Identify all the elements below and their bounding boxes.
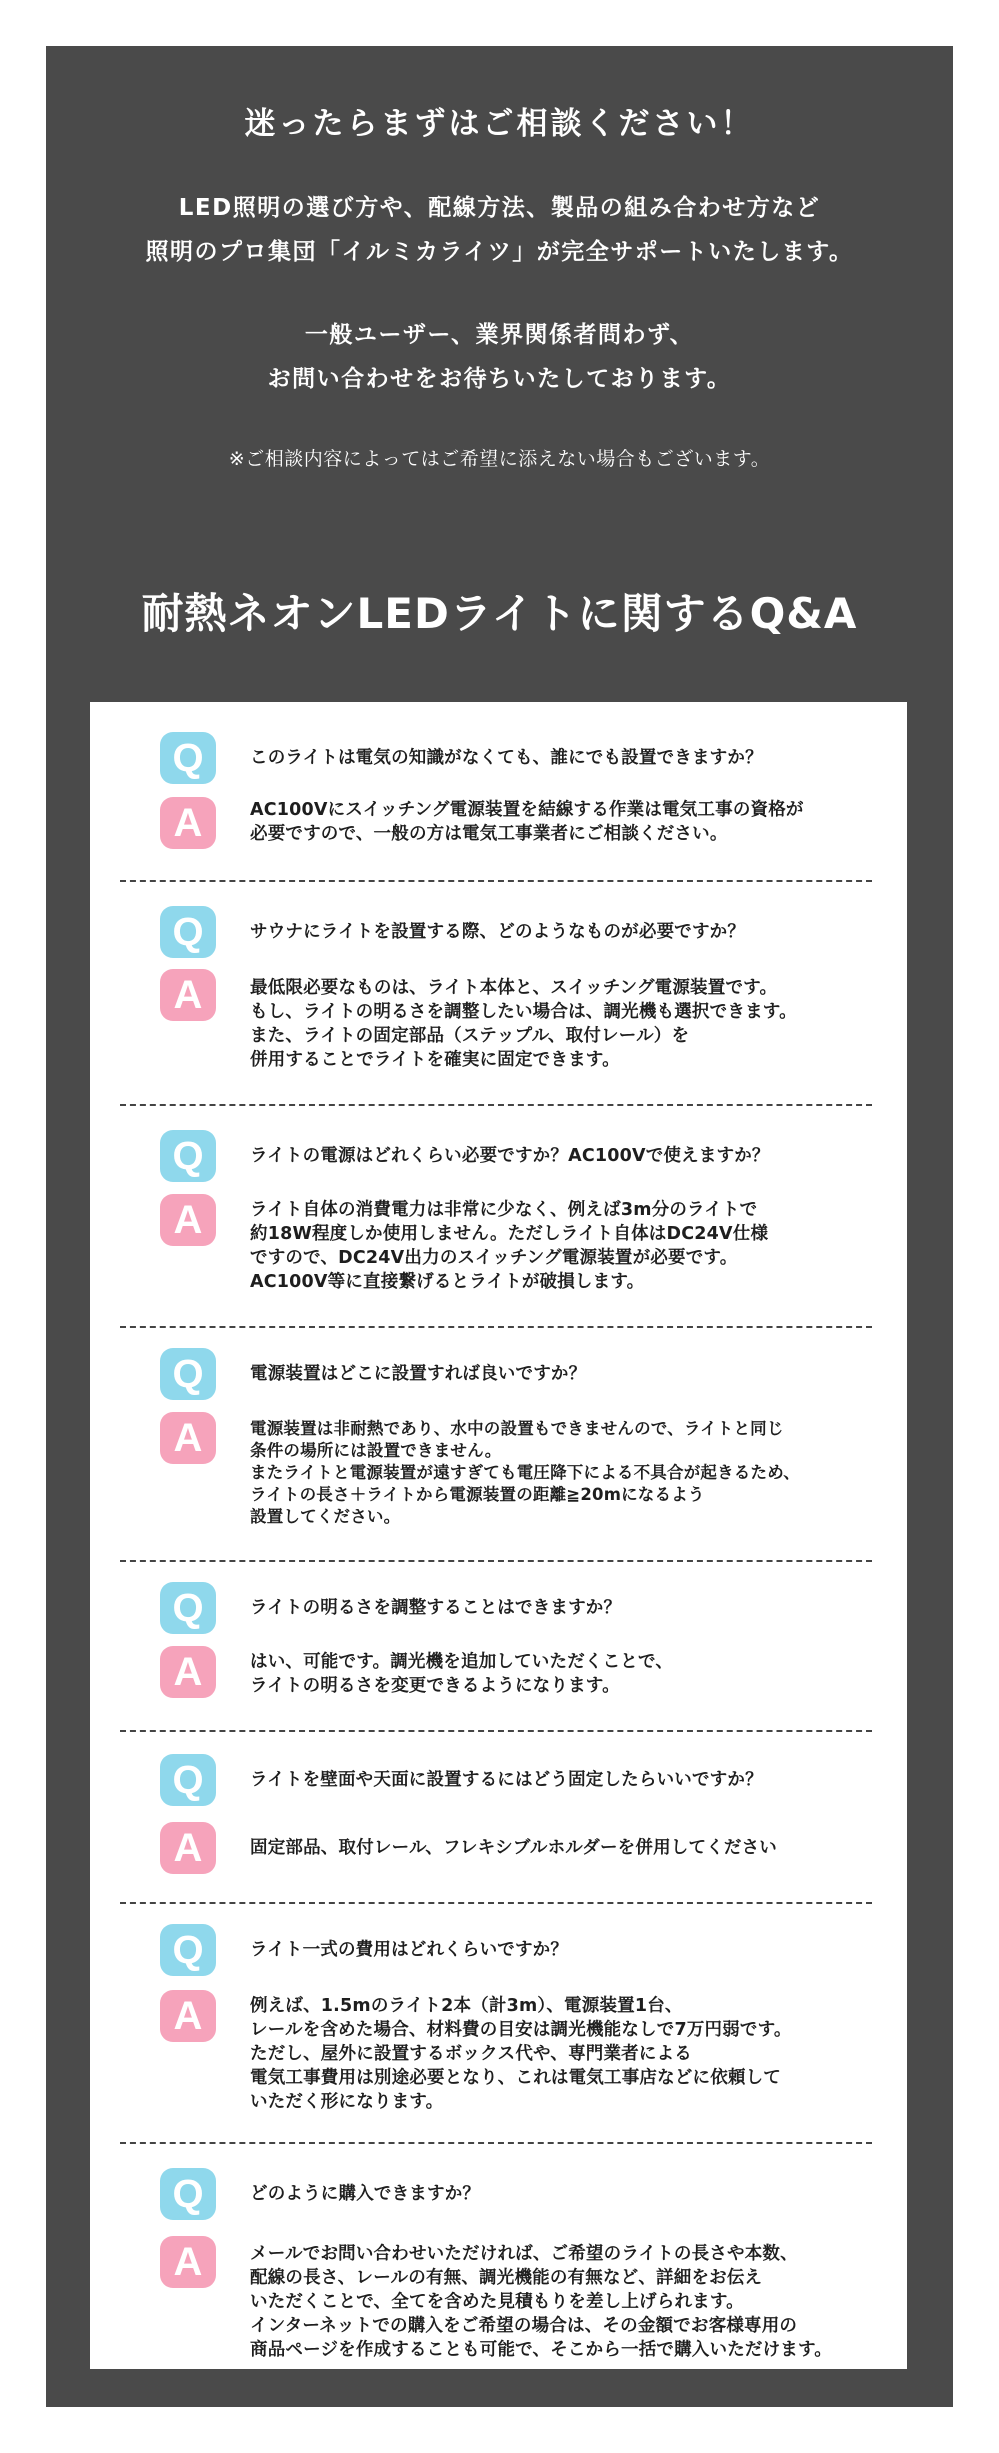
question-icon: Q <box>160 1348 216 1400</box>
intro-note: ※ご相談内容によってはご希望に添えない場合もございます。 <box>228 448 771 470</box>
qa-section-title: 耐熱ネオンLEDライトに関するQ&A <box>141 589 858 638</box>
qa-item <box>120 882 872 1106</box>
question-icon: Q <box>160 1754 216 1806</box>
qa-item <box>120 1904 872 2144</box>
answer-icon: A <box>160 1822 216 1874</box>
qa-item <box>120 1562 872 1732</box>
answer-text: AC100Vにスイッチング電源装置を結線する作業は電気工事の資格が 必要ですので、一般の方は電気工事業者にご相談ください。 <box>250 800 804 844</box>
question-icon: Q <box>160 2168 216 2220</box>
question-icon: Q <box>160 732 216 784</box>
qa-item <box>120 1106 872 1328</box>
answer-text: ライト自体の消費電力は非常に少なく、例えば3m分のライトで 約18W程度しか使用しません。ただしライト自体はDC24V仕様 ですので、DC24V出力のスイッチング電源装置が必要です。 AC100V等に直接繋げるとライトが破損します。 <box>250 1200 769 1292</box>
answer-text: はい、可能です。調光機を追加していただくことで、 ライトの明るさを変更できるようになります。 <box>250 1652 674 1696</box>
qa-item <box>120 1732 872 1904</box>
answer-text: 例えば、1.5mのライト2本（計3m）、電源装置1台、 レールを含めた場合、材料費の目安は調光機能なしで7万円弱です。 ただし、屋外に設置するボックス代や、専門業者による 電気工事費用は別途必要となり、これは電気工事店などに依頼して いただく形になります。 <box>250 1996 792 2112</box>
intro-paragraph-support: LED照明の選び方や、配線方法、製品の組み合わせ方など 照明のプロ集団「イルミカライツ」が完全サポートいたします。 <box>145 195 854 265</box>
answer-icon: A <box>160 1646 216 1698</box>
question-text: ライトを壁面や天面に設置するにはどう固定したらいいですか？ <box>250 1770 763 1790</box>
question-icon: Q <box>160 1582 216 1634</box>
answer-icon: A <box>160 969 216 1021</box>
question-icon: Q <box>160 1130 216 1182</box>
question-text: ライトの電源はどれくらい必要ですか？AC100Vで使えますか？ <box>250 1146 770 1166</box>
question-text: 電源装置はどこに設置すれば良いですか？ <box>250 1364 587 1384</box>
answer-text: 最低限必要なものは、ライト本体と、スイッチング電源装置です。 もし、ライトの明るさを調整したい場合は、調光機も選択できます。 また、ライトの固定部品（ステップル、取付レール）を 併用することでライトを確実に固定できます。 <box>250 978 797 1070</box>
answer-icon: A <box>160 1990 216 2042</box>
background-frame <box>46 46 953 2407</box>
intro-paragraph-inquiry: 一般ユーザー、業界関係者問わず、 お問い合わせをお待ちいたしております。 <box>267 322 732 392</box>
answer-icon: A <box>160 1412 216 1464</box>
qa-item <box>120 2144 872 2369</box>
question-text: サウナにライトを設置する際、どのようなものが必要ですか？ <box>250 922 746 942</box>
question-text: ライト一式の費用はどれくらいですか？ <box>250 1940 569 1960</box>
qa-item <box>120 702 872 882</box>
answer-icon: A <box>160 797 216 849</box>
answer-icon: A <box>160 2236 216 2288</box>
qa-panel <box>90 702 907 2369</box>
question-text: このライトは電気の知識がなくても、誰にでも設置できますか？ <box>250 748 763 768</box>
answer-text: 電源装置は非耐熱であり、水中の設置もできませんので、ライトと同じ 条件の場所には設置できません。 またライトと電源装置が遠すぎても電圧降下による不具合が起きるため、 ライトの長さ＋ライトから電源装置の距離≧20mになるよう 設置してください。 <box>250 1419 800 1526</box>
question-text: どのように購入できますか？ <box>250 2184 481 2204</box>
question-icon: Q <box>160 906 216 958</box>
qa-item <box>120 1328 872 1562</box>
answer-text: メールでお問い合わせいただければ、ご希望のライトの長さや本数、 配線の長さ、レールの有無、調光機能の有無など、詳細をお伝え いただくことで、全てを含めた見積もりを差し上げられます。 インターネットでの購入をご希望の場合は、その金額でお客様専用の 商品ページを作成することも可能で、そこから一括で購入いただけます。 <box>250 2244 832 2360</box>
question-text: ライトの明るさを調整することはできますか？ <box>250 1598 622 1618</box>
answer-text: 固定部品、取付レール、フレキシブルホルダーを併用してください <box>250 1838 777 1858</box>
question-icon: Q <box>160 1924 216 1976</box>
intro-title: 迷ったらまずはご相談ください！ <box>244 106 755 142</box>
answer-icon: A <box>160 1194 216 1246</box>
